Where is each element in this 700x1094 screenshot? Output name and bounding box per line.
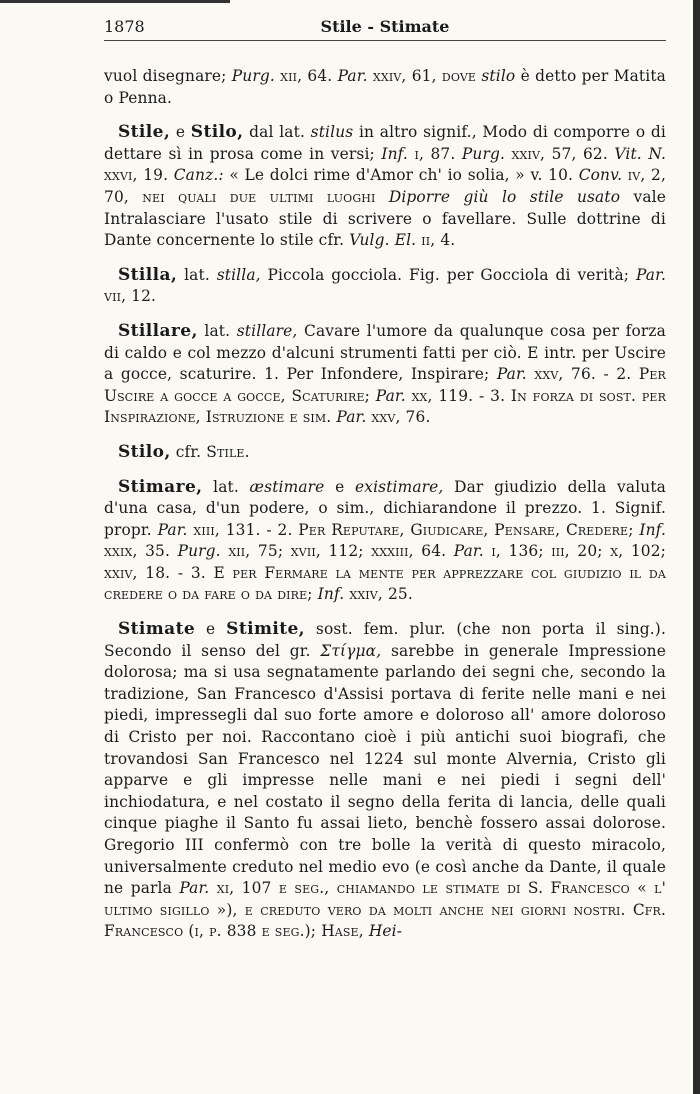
headword: Stillare, bbox=[118, 320, 198, 341]
continuation-paragraph: vuol disegnare; Purg. xii, 64. Par. xxiv, 61, dove stilo è detto per Matita o Penna. bbox=[104, 67, 666, 107]
entries-column bbox=[104, 66, 666, 956]
headword: Stimite, bbox=[226, 619, 305, 640]
entry-stimare: Stimare, lat. æstimare e existimare, Dar giudizio della valuta d'una casa, d'un podere, o sim., dichiarandone il prezzo. 1. Signif. propr. Par. xiii, 131. - 2. Per Reputare, Giudicare, Pensare, Credere; Inf. xxix, 35. Purg. xii, 75; xvii, 112; xxxiii, 64. Par. i, 136; iii, 20; x, 102; xxiv, 18. - 3. E per Fermare la mente per apprezzare col giudizio il da credere o da fare o da dire; Inf. xxiv, 25. bbox=[104, 476, 667, 604]
headword: Stilo, bbox=[118, 441, 171, 462]
running-head: Stile - Stimate bbox=[320, 17, 450, 36]
headword: Stilo, bbox=[190, 122, 244, 143]
headword: Stimare, bbox=[118, 476, 203, 497]
entry-stillare: Stillare, lat. stillare, Cavare l'umore da qualunque cosa per forza di caldo e col mezzo d'alcuni strumenti fatti per ciò. E intr. per Uscire a gocce, scaturire. 1. Per Infondere, Inspirare; Par. xxv, 76. - 2. Per Uscire a gocce a gocce, Scaturire; Par. xx, 119. - 3. In forza di sost. per Inspirazione, Istruzione e sim. Par. xxv, 76. bbox=[104, 320, 666, 427]
page-header bbox=[104, 13, 666, 39]
headword: Stile, bbox=[118, 122, 171, 143]
entry-stilo: Stilo, cfr. Stile. bbox=[118, 441, 250, 462]
headword: Stilla, bbox=[118, 264, 178, 285]
entry-stimate: Stimate e Stimite, sost. fem. plur. (che non porta il sing.). Secondo il senso del gr. Στίγμα, sarebbe in generale Impressione dolorosa; ma si usa segnatamente parlando dei segni che, secondo la tradizione, San Francesco d'Assisi portava di ferite nelle mani e nei piedi, impressegli dal suo forte amore e doloroso all' amore doloroso di Cristo per noi. Raccontano cioè i più antichi suoi biografi, che trovandosi San Francesco nel 1224 sul monte Alvernia, Cristo gli apparve e gli impresse nelle mani e nei piedi i segni dell' inchiodatura, e nel costato il segno della ferita di lancia, delle quali cinque piaghe il Santo fu assai lieto, benchè fossero assai dolorose. Gregorio III confermò con tre bolle la verità di questo miracolo, universalmente creduto nel medio evo (e così anche da Dante, il quale ne parla Par. xi, 107 e seg., chiamando le stimate di S. Francesco « l' ultimo sigillo »), e creduto vero da molti anche nei giorni nostri. Cfr. Francesco (i, p. 838 e seg.); Hase, Hei- bbox=[104, 619, 666, 941]
page-number: 1878 bbox=[104, 17, 145, 36]
entry-stilla: Stilla, lat. stilla, Piccola gocciola. Fig. per Gocciola di verità; Par. vii, 12. bbox=[104, 264, 666, 306]
top-edge-bar bbox=[0, 0, 230, 3]
headword: Stimate bbox=[118, 619, 196, 640]
header-rule bbox=[104, 40, 666, 41]
entry-stile: Stile, e Stilo, dal lat. stilus in altro signif., Modo di comporre o di dettare sì in prosa come in versi; Inf. i, 87. Purg. xxiv, 57, 62. Vit. N. xxvi, 19. Canz.: « Le dolci rime d'Amor ch' io solia, » v. 10. Conv. iv, 2, 70, nei quali due ultimi luoghi Diporre giù lo stile usato vale Intralasciare l'usato stile di scrivere o favellare. Sulle dottrine di Dante concernente lo stile cfr. Vulg. El. ii, 4. bbox=[104, 122, 666, 250]
